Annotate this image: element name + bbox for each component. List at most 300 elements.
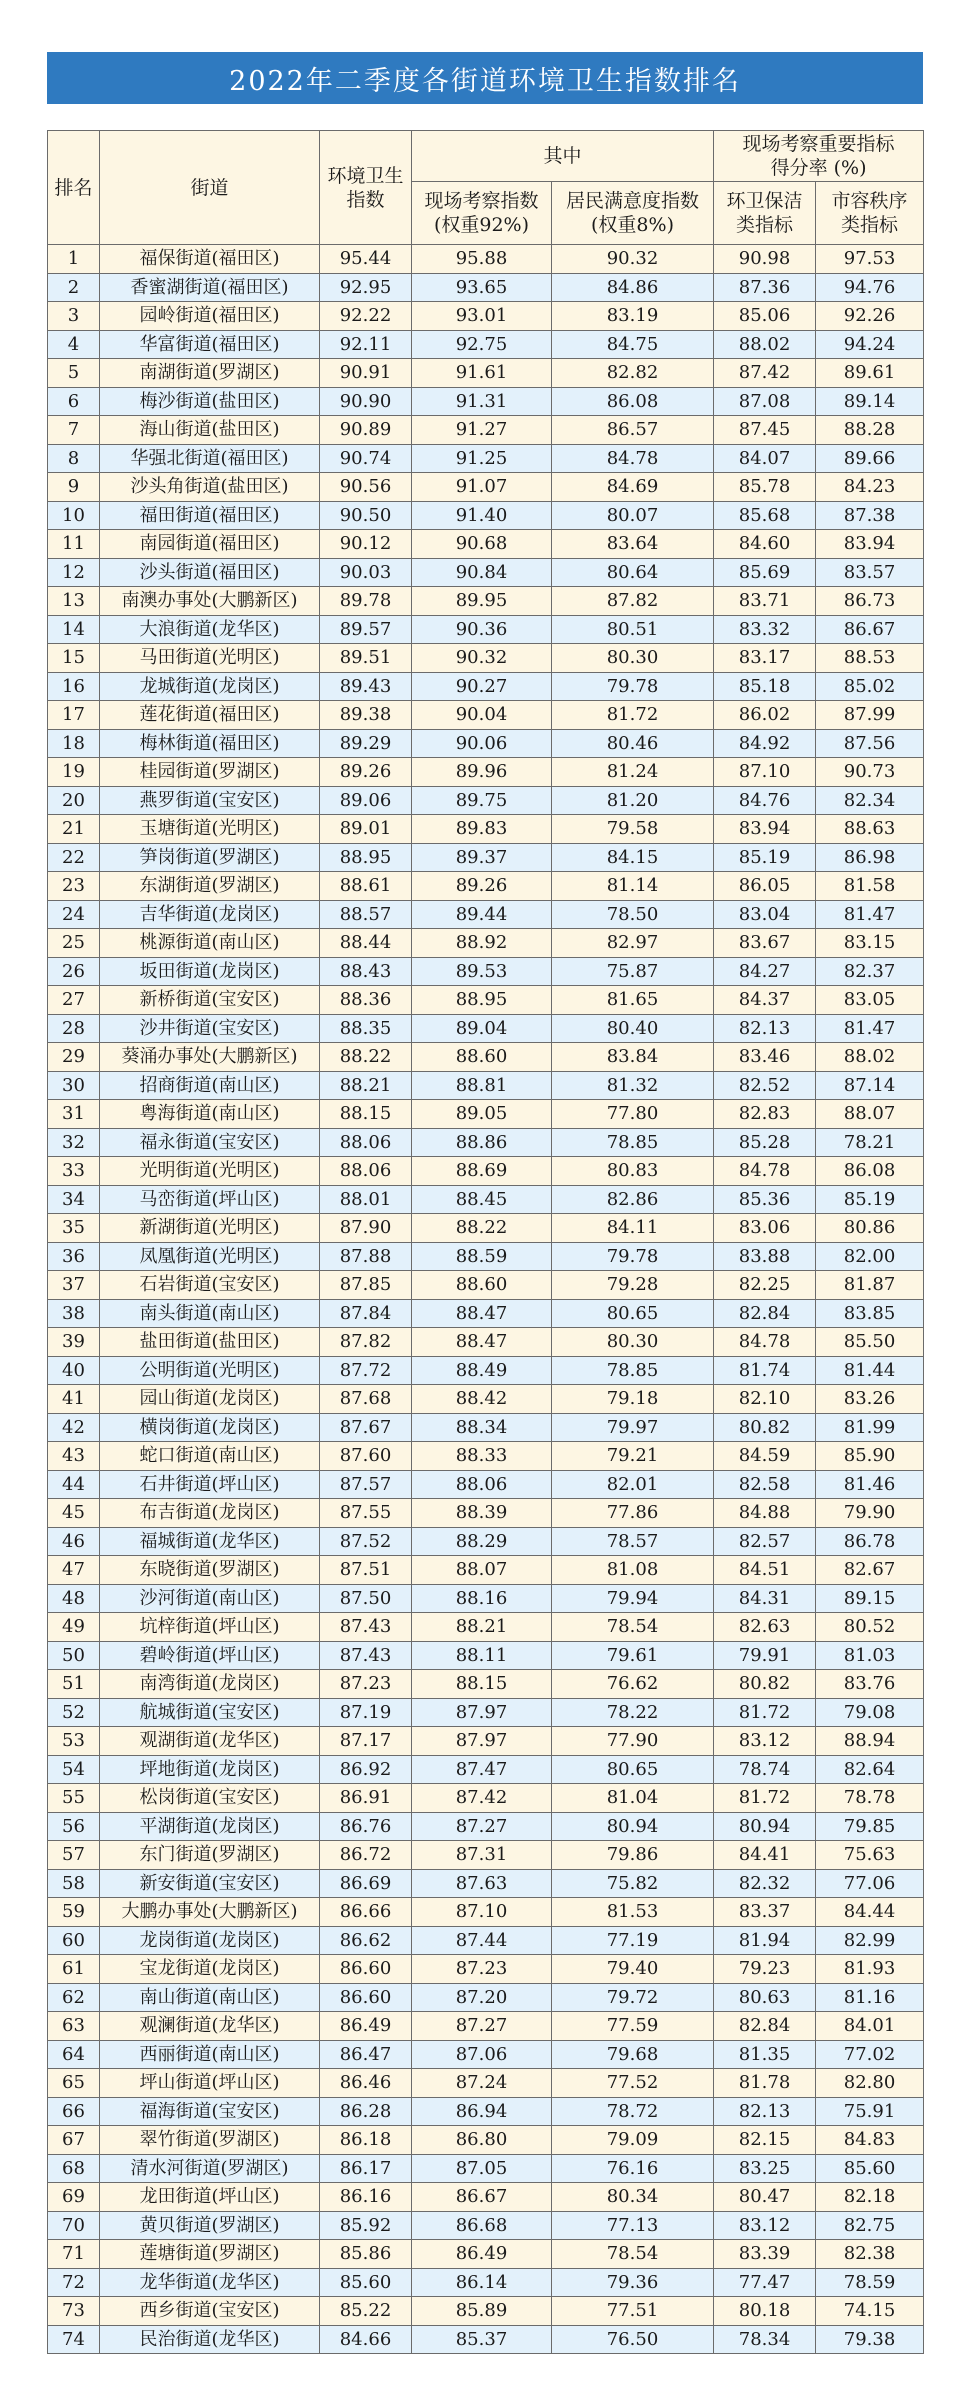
rank-cell: 52 <box>48 1698 100 1727</box>
index-cell: 85.92 <box>320 2211 412 2240</box>
index-cell: 89.43 <box>320 672 412 701</box>
order-cell: 82.75 <box>816 2211 924 2240</box>
order-cell: 89.61 <box>816 359 924 388</box>
rank-cell: 28 <box>48 1014 100 1043</box>
rank-cell: 20 <box>48 786 100 815</box>
rank-cell: 64 <box>48 2040 100 2069</box>
clean-cell: 86.02 <box>714 701 816 730</box>
resident-index-cell: 79.94 <box>552 1584 714 1613</box>
street-cell: 南园街道(福田区) <box>100 530 320 559</box>
street-cell: 黄贝街道(罗湖区) <box>100 2211 320 2240</box>
rank-cell: 6 <box>48 387 100 416</box>
site-index-cell: 89.75 <box>412 786 552 815</box>
site-index-cell: 86.67 <box>412 2183 552 2212</box>
resident-index-cell: 78.50 <box>552 900 714 929</box>
rank-cell: 2 <box>48 273 100 302</box>
site-index-cell: 93.01 <box>412 302 552 331</box>
resident-index-cell: 78.54 <box>552 2240 714 2269</box>
resident-index-cell: 81.14 <box>552 872 714 901</box>
rank-cell: 17 <box>48 701 100 730</box>
street-cell: 莲花街道(福田区) <box>100 701 320 730</box>
rank-cell: 39 <box>48 1328 100 1357</box>
ranking-table-container <box>47 130 923 2354</box>
resident-index-cell: 81.24 <box>552 758 714 787</box>
header-resident-line2: (权重8%) <box>591 214 674 236</box>
index-cell: 87.43 <box>320 1641 412 1670</box>
street-cell: 玉塘街道(光明区) <box>100 815 320 844</box>
street-cell: 园山街道(龙岗区) <box>100 1385 320 1414</box>
order-cell: 88.07 <box>816 1100 924 1129</box>
street-cell: 桂园街道(罗湖区) <box>100 758 320 787</box>
table-row <box>48 501 924 530</box>
clean-cell: 82.15 <box>714 2126 816 2155</box>
street-cell: 大鹏办事处(大鹏新区) <box>100 1898 320 1927</box>
rank-cell: 21 <box>48 815 100 844</box>
table-row <box>48 1014 924 1043</box>
clean-cell: 78.74 <box>714 1755 816 1784</box>
rank-cell: 13 <box>48 587 100 616</box>
order-cell: 81.87 <box>816 1271 924 1300</box>
street-cell: 坪地街道(龙岗区) <box>100 1755 320 1784</box>
resident-index-cell: 77.86 <box>552 1499 714 1528</box>
site-index-cell: 87.05 <box>412 2154 552 2183</box>
site-index-cell: 87.23 <box>412 1955 552 1984</box>
index-cell: 87.23 <box>320 1670 412 1699</box>
index-cell: 90.50 <box>320 501 412 530</box>
order-cell: 81.46 <box>816 1470 924 1499</box>
index-cell: 86.69 <box>320 1869 412 1898</box>
index-cell: 86.17 <box>320 2154 412 2183</box>
header-clean <box>714 182 816 245</box>
street-cell: 龙城街道(龙岗区) <box>100 672 320 701</box>
site-index-cell: 88.86 <box>412 1128 552 1157</box>
street-cell: 园岭街道(福田区) <box>100 302 320 331</box>
street-cell: 横岗街道(龙岗区) <box>100 1413 320 1442</box>
rank-cell: 74 <box>48 2325 100 2354</box>
site-index-cell: 90.27 <box>412 672 552 701</box>
clean-cell: 83.88 <box>714 1242 816 1271</box>
street-cell: 福田街道(福田区) <box>100 501 320 530</box>
index-cell: 86.47 <box>320 2040 412 2069</box>
order-cell: 94.76 <box>816 273 924 302</box>
rank-cell: 43 <box>48 1442 100 1471</box>
rank-cell: 35 <box>48 1214 100 1243</box>
resident-index-cell: 82.01 <box>552 1470 714 1499</box>
clean-cell: 84.37 <box>714 986 816 1015</box>
rank-cell: 58 <box>48 1869 100 1898</box>
table-row <box>48 2154 924 2183</box>
table-row <box>48 1584 924 1613</box>
clean-cell: 83.39 <box>714 2240 816 2269</box>
site-index-cell: 86.68 <box>412 2211 552 2240</box>
clean-cell: 82.58 <box>714 1470 816 1499</box>
index-cell: 84.66 <box>320 2325 412 2354</box>
order-cell: 78.59 <box>816 2268 924 2297</box>
order-cell: 83.85 <box>816 1299 924 1328</box>
rank-cell: 46 <box>48 1527 100 1556</box>
order-cell: 83.76 <box>816 1670 924 1699</box>
site-index-cell: 88.07 <box>412 1556 552 1585</box>
resident-index-cell: 80.83 <box>552 1157 714 1186</box>
site-index-cell: 86.94 <box>412 2097 552 2126</box>
street-cell: 桃源街道(南山区) <box>100 929 320 958</box>
index-cell: 87.51 <box>320 1556 412 1585</box>
clean-cell: 87.42 <box>714 359 816 388</box>
rank-cell: 67 <box>48 2126 100 2155</box>
street-cell: 福海街道(宝安区) <box>100 2097 320 2126</box>
clean-cell: 83.06 <box>714 1214 816 1243</box>
table-row <box>48 1356 924 1385</box>
index-cell: 89.06 <box>320 786 412 815</box>
street-cell: 华富街道(福田区) <box>100 330 320 359</box>
rank-cell: 30 <box>48 1071 100 1100</box>
site-index-cell: 88.39 <box>412 1499 552 1528</box>
street-cell: 沙井街道(宝安区) <box>100 1014 320 1043</box>
resident-index-cell: 79.09 <box>552 2126 714 2155</box>
street-cell: 福永街道(宝安区) <box>100 1128 320 1157</box>
site-index-cell: 90.36 <box>412 615 552 644</box>
rank-cell: 40 <box>48 1356 100 1385</box>
rank-cell: 66 <box>48 2097 100 2126</box>
order-cell: 89.14 <box>816 387 924 416</box>
street-cell: 松岗街道(宝安区) <box>100 1784 320 1813</box>
street-cell: 新桥街道(宝安区) <box>100 986 320 1015</box>
order-cell: 83.57 <box>816 558 924 587</box>
rank-cell: 44 <box>48 1470 100 1499</box>
street-cell: 航城街道(宝安区) <box>100 1698 320 1727</box>
street-cell: 燕罗街道(宝安区) <box>100 786 320 815</box>
table-row <box>48 957 924 986</box>
resident-index-cell: 80.40 <box>552 1014 714 1043</box>
header-order-line2: 类指标 <box>841 214 899 236</box>
site-index-cell: 88.42 <box>412 1385 552 1414</box>
table-row <box>48 1100 924 1129</box>
order-cell: 81.58 <box>816 872 924 901</box>
clean-cell: 77.47 <box>714 2268 816 2297</box>
index-cell: 86.76 <box>320 1812 412 1841</box>
order-cell: 84.01 <box>816 2012 924 2041</box>
clean-cell: 88.02 <box>714 330 816 359</box>
index-cell: 86.28 <box>320 2097 412 2126</box>
resident-index-cell: 78.54 <box>552 1613 714 1642</box>
index-cell: 88.15 <box>320 1100 412 1129</box>
site-index-cell: 88.95 <box>412 986 552 1015</box>
order-cell: 81.99 <box>816 1413 924 1442</box>
order-cell: 86.67 <box>816 615 924 644</box>
site-index-cell: 88.06 <box>412 1470 552 1499</box>
site-index-cell: 88.16 <box>412 1584 552 1613</box>
table-row <box>48 1926 924 1955</box>
table-row <box>48 758 924 787</box>
resident-index-cell: 81.32 <box>552 1071 714 1100</box>
site-index-cell: 87.27 <box>412 1812 552 1841</box>
resident-index-cell: 79.78 <box>552 1242 714 1271</box>
site-index-cell: 87.97 <box>412 1727 552 1756</box>
order-cell: 97.53 <box>816 245 924 274</box>
street-cell: 马峦街道(坪山区) <box>100 1185 320 1214</box>
resident-index-cell: 75.82 <box>552 1869 714 1898</box>
index-cell: 88.06 <box>320 1128 412 1157</box>
site-index-cell: 95.88 <box>412 245 552 274</box>
clean-cell: 84.60 <box>714 530 816 559</box>
clean-cell: 85.06 <box>714 302 816 331</box>
clean-cell: 84.76 <box>714 786 816 815</box>
site-index-cell: 87.97 <box>412 1698 552 1727</box>
table-row <box>48 1043 924 1072</box>
site-index-cell: 89.53 <box>412 957 552 986</box>
resident-index-cell: 82.86 <box>552 1185 714 1214</box>
table-row <box>48 1128 924 1157</box>
resident-index-cell: 78.57 <box>552 1527 714 1556</box>
rank-cell: 59 <box>48 1898 100 1927</box>
rank-cell: 69 <box>48 2183 100 2212</box>
clean-cell: 83.67 <box>714 929 816 958</box>
street-cell: 招商街道(南山区) <box>100 1071 320 1100</box>
order-cell: 82.37 <box>816 957 924 986</box>
street-cell: 东晓街道(罗湖区) <box>100 1556 320 1585</box>
rank-cell: 25 <box>48 929 100 958</box>
clean-cell: 84.27 <box>714 957 816 986</box>
order-cell: 79.85 <box>816 1812 924 1841</box>
site-index-cell: 89.04 <box>412 1014 552 1043</box>
table-row <box>48 986 924 1015</box>
rank-cell: 54 <box>48 1755 100 1784</box>
clean-cell: 82.25 <box>714 1271 816 1300</box>
street-cell: 东门街道(罗湖区) <box>100 1841 320 1870</box>
index-cell: 88.35 <box>320 1014 412 1043</box>
order-cell: 77.06 <box>816 1869 924 1898</box>
street-cell: 华强北街道(福田区) <box>100 444 320 473</box>
street-cell: 公明街道(光明区) <box>100 1356 320 1385</box>
resident-index-cell: 79.58 <box>552 815 714 844</box>
resident-index-cell: 76.62 <box>552 1670 714 1699</box>
resident-index-cell: 81.65 <box>552 986 714 1015</box>
clean-cell: 84.31 <box>714 1584 816 1613</box>
street-cell: 南澳办事处(大鹏新区) <box>100 587 320 616</box>
index-cell: 88.06 <box>320 1157 412 1186</box>
street-cell: 梅沙街道(盐田区) <box>100 387 320 416</box>
table-row <box>48 1071 924 1100</box>
clean-cell: 78.34 <box>714 2325 816 2354</box>
street-cell: 吉华街道(龙岗区) <box>100 900 320 929</box>
site-index-cell: 89.95 <box>412 587 552 616</box>
order-cell: 82.99 <box>816 1926 924 1955</box>
resident-index-cell: 79.21 <box>552 1442 714 1471</box>
rank-cell: 3 <box>48 302 100 331</box>
resident-index-cell: 79.72 <box>552 1983 714 2012</box>
order-cell: 82.38 <box>816 2240 924 2269</box>
resident-index-cell: 84.86 <box>552 273 714 302</box>
rank-cell: 56 <box>48 1812 100 1841</box>
resident-index-cell: 77.51 <box>552 2297 714 2326</box>
clean-cell: 79.91 <box>714 1641 816 1670</box>
order-cell: 82.34 <box>816 786 924 815</box>
table-row <box>48 1299 924 1328</box>
header-index <box>320 131 412 245</box>
site-index-cell: 89.26 <box>412 872 552 901</box>
header-clean-line1: 环卫保洁 <box>726 190 803 212</box>
order-cell: 88.53 <box>816 644 924 673</box>
order-cell: 75.63 <box>816 1841 924 1870</box>
table-row <box>48 1328 924 1357</box>
resident-index-cell: 81.04 <box>552 1784 714 1813</box>
index-cell: 86.72 <box>320 1841 412 1870</box>
street-cell: 观湖街道(龙华区) <box>100 1727 320 1756</box>
resident-index-cell: 77.19 <box>552 1926 714 1955</box>
header-index-line1: 环境卫生 <box>327 164 404 187</box>
table-row <box>48 1869 924 1898</box>
site-index-cell: 87.24 <box>412 2069 552 2098</box>
street-cell: 蛇口街道(南山区) <box>100 1442 320 1471</box>
page-title: 2022年二季度各街道环境卫生指数排名 <box>47 52 923 104</box>
table-row <box>48 1841 924 1870</box>
index-cell: 86.60 <box>320 1983 412 2012</box>
resident-index-cell: 79.61 <box>552 1641 714 1670</box>
table-row <box>48 2240 924 2269</box>
index-cell: 87.72 <box>320 1356 412 1385</box>
table-row <box>48 1527 924 1556</box>
order-cell: 74.15 <box>816 2297 924 2326</box>
index-cell: 85.22 <box>320 2297 412 2326</box>
order-cell: 94.24 <box>816 330 924 359</box>
resident-index-cell: 79.68 <box>552 2040 714 2069</box>
index-cell: 92.11 <box>320 330 412 359</box>
order-cell: 81.47 <box>816 900 924 929</box>
header-site-line1: 现场考察指数 <box>424 190 539 212</box>
rank-cell: 62 <box>48 1983 100 2012</box>
street-cell: 福城街道(龙华区) <box>100 1527 320 1556</box>
header-index-line2: 指数 <box>346 188 385 211</box>
order-cell: 78.21 <box>816 1128 924 1157</box>
street-cell: 新安街道(宝安区) <box>100 1869 320 1898</box>
resident-index-cell: 80.30 <box>552 644 714 673</box>
table-row <box>48 1670 924 1699</box>
order-cell: 86.08 <box>816 1157 924 1186</box>
index-cell: 92.22 <box>320 302 412 331</box>
clean-cell: 87.45 <box>714 416 816 445</box>
clean-cell: 83.17 <box>714 644 816 673</box>
resident-index-cell: 84.75 <box>552 330 714 359</box>
order-cell: 90.73 <box>816 758 924 787</box>
street-cell: 西丽街道(南山区) <box>100 2040 320 2069</box>
site-index-cell: 86.80 <box>412 2126 552 2155</box>
site-index-cell: 88.92 <box>412 929 552 958</box>
resident-index-cell: 86.57 <box>552 416 714 445</box>
clean-cell: 87.10 <box>714 758 816 787</box>
index-cell: 88.22 <box>320 1043 412 1072</box>
rank-cell: 45 <box>48 1499 100 1528</box>
index-cell: 86.46 <box>320 2069 412 2098</box>
order-cell: 85.02 <box>816 672 924 701</box>
rank-cell: 16 <box>48 672 100 701</box>
resident-index-cell: 86.08 <box>552 387 714 416</box>
clean-cell: 85.36 <box>714 1185 816 1214</box>
street-cell: 莲塘街道(罗湖区) <box>100 2240 320 2269</box>
clean-cell: 84.88 <box>714 1499 816 1528</box>
resident-index-cell: 78.22 <box>552 1698 714 1727</box>
resident-index-cell: 84.11 <box>552 1214 714 1243</box>
site-index-cell: 88.60 <box>412 1271 552 1300</box>
index-cell: 90.89 <box>320 416 412 445</box>
street-cell: 坂田街道(龙岗区) <box>100 957 320 986</box>
table-row <box>48 729 924 758</box>
rank-cell: 48 <box>48 1584 100 1613</box>
table-row <box>48 1955 924 1984</box>
table-row <box>48 1442 924 1471</box>
resident-index-cell: 80.65 <box>552 1755 714 1784</box>
header-order <box>816 182 924 245</box>
order-cell: 85.90 <box>816 1442 924 1471</box>
site-index-cell: 90.04 <box>412 701 552 730</box>
site-index-cell: 88.81 <box>412 1071 552 1100</box>
table-row <box>48 558 924 587</box>
table-row <box>48 1470 924 1499</box>
street-cell: 南山街道(南山区) <box>100 1983 320 2012</box>
street-cell: 沙头街道(福田区) <box>100 558 320 587</box>
rank-cell: 61 <box>48 1955 100 1984</box>
index-cell: 86.92 <box>320 1755 412 1784</box>
resident-index-cell: 82.97 <box>552 929 714 958</box>
street-cell: 葵涌办事处(大鹏新区) <box>100 1043 320 1072</box>
resident-index-cell: 80.94 <box>552 1812 714 1841</box>
site-index-cell: 87.47 <box>412 1755 552 1784</box>
table-row <box>48 2097 924 2126</box>
rank-cell: 34 <box>48 1185 100 1214</box>
clean-cell: 85.18 <box>714 672 816 701</box>
table-row <box>48 1727 924 1756</box>
order-cell: 89.66 <box>816 444 924 473</box>
index-cell: 87.60 <box>320 1442 412 1471</box>
table-header <box>48 131 924 245</box>
order-cell: 88.28 <box>816 416 924 445</box>
index-cell: 87.68 <box>320 1385 412 1414</box>
clean-cell: 85.78 <box>714 473 816 502</box>
order-cell: 79.08 <box>816 1698 924 1727</box>
resident-index-cell: 84.78 <box>552 444 714 473</box>
site-index-cell: 88.21 <box>412 1613 552 1642</box>
table-row <box>48 530 924 559</box>
site-index-cell: 85.37 <box>412 2325 552 2354</box>
resident-index-cell: 80.51 <box>552 615 714 644</box>
order-cell: 88.02 <box>816 1043 924 1072</box>
clean-cell: 83.12 <box>714 1727 816 1756</box>
clean-cell: 86.05 <box>714 872 816 901</box>
clean-cell: 82.84 <box>714 1299 816 1328</box>
site-index-cell: 89.83 <box>412 815 552 844</box>
rank-cell: 49 <box>48 1613 100 1642</box>
rank-cell: 15 <box>48 644 100 673</box>
index-cell: 88.95 <box>320 843 412 872</box>
site-index-cell: 91.27 <box>412 416 552 445</box>
resident-index-cell: 75.87 <box>552 957 714 986</box>
street-cell: 布吉街道(龙岗区) <box>100 1499 320 1528</box>
index-cell: 86.66 <box>320 1898 412 1927</box>
resident-index-cell: 78.85 <box>552 1128 714 1157</box>
rank-cell: 36 <box>48 1242 100 1271</box>
street-cell: 南头街道(南山区) <box>100 1299 320 1328</box>
resident-index-cell: 81.53 <box>552 1898 714 1927</box>
site-index-cell: 88.49 <box>412 1356 552 1385</box>
street-cell: 东湖街道(罗湖区) <box>100 872 320 901</box>
order-cell: 80.86 <box>816 1214 924 1243</box>
index-cell: 90.12 <box>320 530 412 559</box>
resident-index-cell: 77.52 <box>552 2069 714 2098</box>
resident-index-cell: 79.28 <box>552 1271 714 1300</box>
rank-cell: 19 <box>48 758 100 787</box>
clean-cell: 87.36 <box>714 273 816 302</box>
table-row <box>48 701 924 730</box>
street-cell: 龙华街道(龙华区) <box>100 2268 320 2297</box>
